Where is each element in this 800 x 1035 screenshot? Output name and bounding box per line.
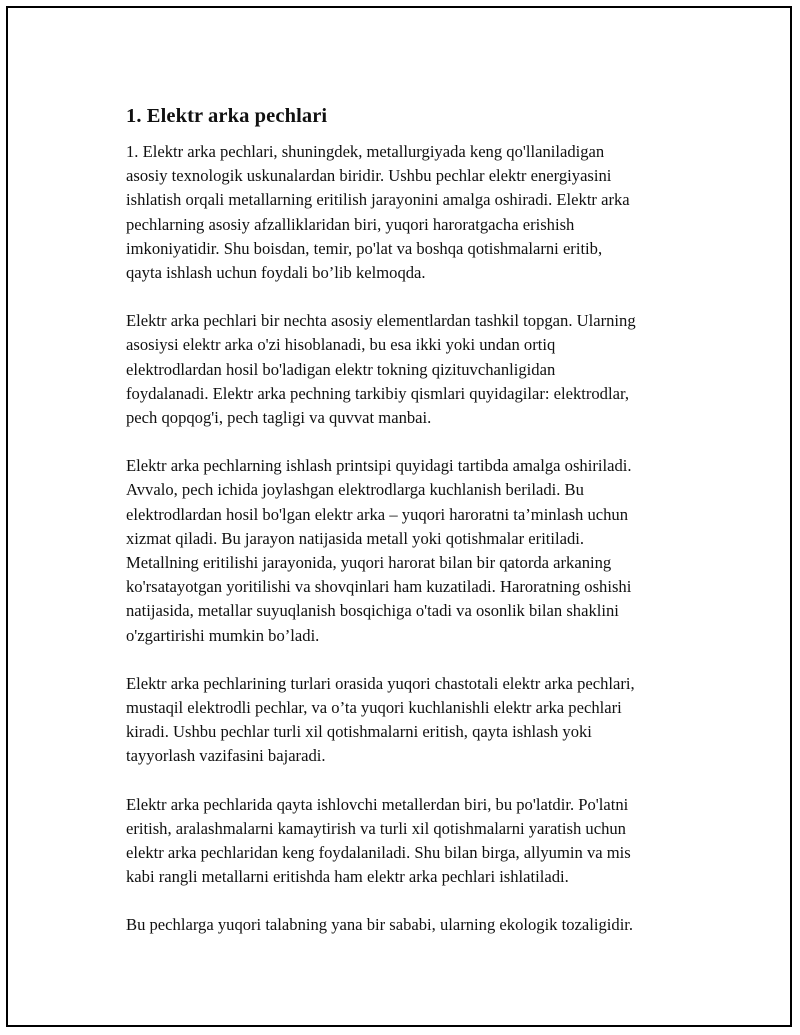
text-line: kiradi. Ushbu pechlar turli xil qotishmalarni eritish, qayta ishlash yoki [126,722,592,742]
text-line: o'zgartirishi mumkin bo’ladi. [126,625,320,645]
text-line: tayyorlash vazifasini bajaradi. [126,746,326,766]
text-line: mustaqil elektrodli pechlar, va o’ta yuqori kuchlanishli elektr arka pechlari [126,698,622,718]
text-line: 1. Elektr arka pechlari, shuningdek, metallurgiyada keng qo'llaniladigan [126,142,605,161]
text-line: Elektr arka pechlari bir nechta asosiy elementlardan tashkil topgan. Ularning [126,311,636,331]
paragraph-4 [126,672,692,769]
text-line: Avvalo, pech ichida joylashgan elektrodlarga kuchlanish beriladi. Bu [126,480,584,500]
text-line: Bu pechlarga yuqori talabning yana bir sababi, ularning ekologik tozaligidir. [126,915,634,935]
text-line: natijasida, metallar suyuqlanish bosqichiga o'tadi va osonlik bilan shaklini [126,601,619,621]
text-line: asosiysi elektr arka o'zi hisoblanadi, bu esa ikki yoki undan ortiq [126,335,556,355]
text-line: imkoniyatidir. Shu boisdan, temir, po'lat va boshqa qotishmalarni eritib, [126,238,603,258]
document-body [126,104,692,962]
text-line: foydalanadi. Elektr arka pechning tarkibiy qismlari quyidagilar: elektrodlar, [126,383,629,403]
text-line: elektrodlardan hosil bo'lgan elektr arka – yuqori haroratni ta’minlash uchun [126,504,629,524]
paragraph-6 [126,913,692,937]
text-line: pechlarning asosiy afzalliklaridan biri, yuqori haroratgacha erishish [126,214,575,234]
paragraph-1 [126,140,692,285]
text-line: eritish, aralashmalarni kamaytirish va turli xil qotishmalarni yaratish uchun [126,818,626,838]
text-line: elektrodlardan hosil bo'ladigan elektr tokning qizituvchanligidan [126,359,556,379]
page-frame [6,6,792,1027]
paragraph-5 [126,793,692,890]
paragraph-2 [126,309,692,430]
text-line: qayta ishlash uchun foydali bo’lib kelmoqda. [126,263,426,283]
text-line: ko'rsatayotgan yoritilishi va shovqinlari ham kuzatiladi. Haroratning oshishi [126,577,632,597]
text-line: asosiy texnologik uskunalardan biridir. Ushbu pechlar elektr energiyasini [126,166,612,186]
text-line: elektr arka pechlaridan keng foydalaniladi. Shu bilan birga, allyumin va mis [126,843,631,863]
text-line: Elektr arka pechlarida qayta ishlovchi metallerdan biri, bu po'latdir. Po'latni [126,794,629,814]
paragraph-3 [126,454,692,648]
text-line: xizmat qiladi. Bu jarayon natijasida metall yoki qotishmalar eritiladi. [126,528,585,548]
document-title: 1. Elektr arka pechlari [126,105,328,127]
text-line: pech qopqog'i, pech tagligi va quvvat manbai. [126,408,432,428]
text-line: Metallning eritilishi jarayonida, yuqori harorat bilan bir qatorda arkaning [126,553,612,573]
text-line: kabi rangli metallarni eritishda ham elektr arka pechlari ishlatiladi. [126,867,569,887]
text-line: Elektr arka pechlarining turlari orasida yuqori chastotali elektr arka pechlari, [126,673,635,693]
text-line: Elektr arka pechlarning ishlash printsipi quyidagi tartibda amalga oshiriladi. [126,456,632,476]
text-line: ishlatish orqali metallarning eritilish jarayonini amalga oshiradi. Elektr arka [126,190,630,210]
